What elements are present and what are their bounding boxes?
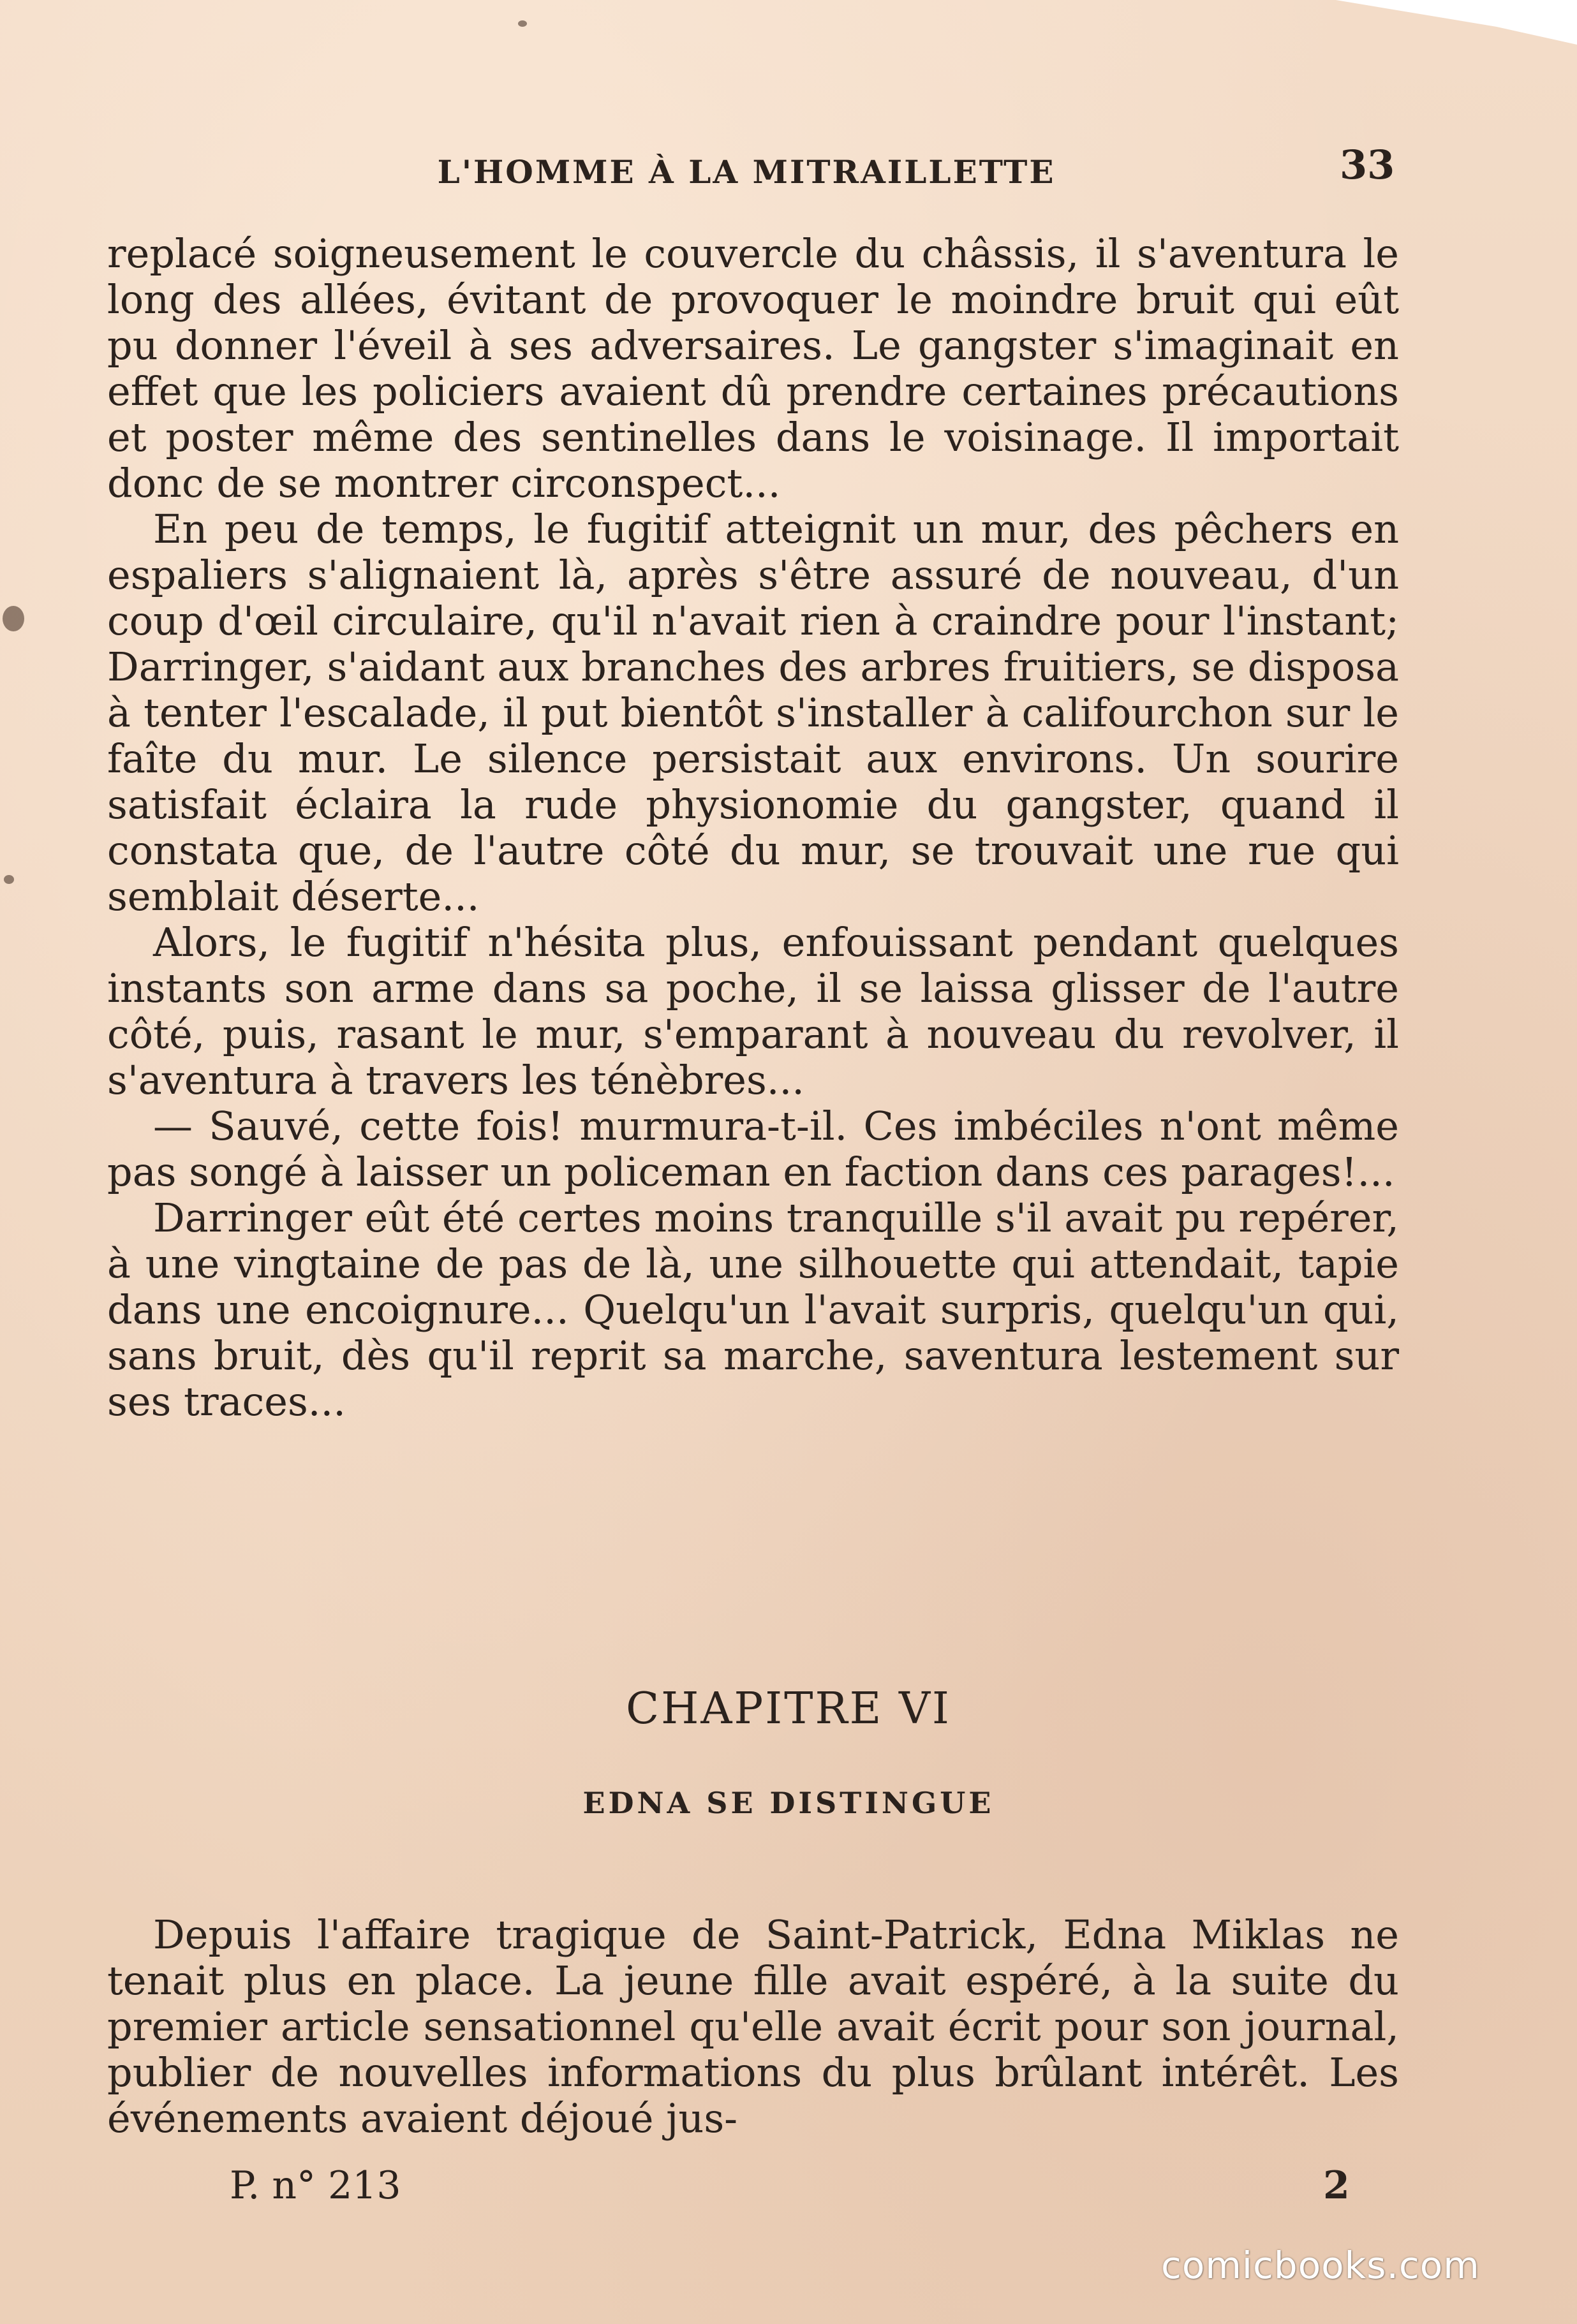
paragraph: En peu de temps, le fugitif atteignit un mur, des pêchers en espaliers s'alignaient là, après s'être assuré de nouveau, d'un coup d'œil circulaire, qu'il n'avait rien à craindre pour l'instant; Darringer, s'aidant aux branches des arbres fruitiers, se disposa à tenter l'escalade, il put bientôt s'installer à califourchon sur le faîte du mur. Le silence persistait aux environs. Un sourire satisfait éclaira la rude physionomie du gangster, quand il constata que, de l'autre côté du mur, se trouvait une rue qui semblait déserte... <box>107 506 1399 920</box>
body-text-section-2 <box>107 1912 1399 2142</box>
torn-corner <box>1309 0 1577 45</box>
body-text-section-1 <box>107 231 1399 1425</box>
ink-spot <box>4 875 14 884</box>
ink-spot <box>518 20 527 27</box>
paragraph: Depuis l'affaire tragique de Saint-Patrick, Edna Miklas ne tenait plus en place. La jeune fille avait espéré, à la suite du premier article sensationnel qu'elle avait écrit pour son journal, publier de nouvelles informations du plus brûlant intérêt. Les événements avaient déjoué jus- <box>107 1911 1399 2142</box>
paragraph: Alors, le fugitif n'hésita plus, enfouissant pendant quelques instants son arme dans sa poche, il se laissa glisser de l'autre côté, puis, rasant le mur, s'emparant à nouveau du revolver, il s'aventura à travers les ténèbres... <box>107 919 1399 1103</box>
paragraph: replacé soigneusement le couvercle du châssis, il s'aventura le long des allées, évitant de provoquer le moindre bruit qui eût pu donner l'éveil à ses adversaires. Le gangster s'imaginait en effet que les policiers avaient dû prendre certaines précautions et poster même des sentinelles dans le voisinage. Il importait donc de se montrer circonspect... <box>107 230 1399 506</box>
ink-spot <box>3 606 24 631</box>
running-title: L'HOMME À LA MITRAILLETTE <box>437 153 1056 191</box>
chapter-subtitle: EDNA SE DISTINGUE <box>582 1786 995 1820</box>
paragraph: — Sauvé, cette fois! murmura-t-il. Ces imbéciles n'ont même pas songé à laisser un policeman en faction dans ces parages!... <box>107 1103 1399 1195</box>
page-number: 33 <box>1340 142 1395 188</box>
watermark: comicbooks.com <box>1161 2244 1480 2287</box>
paragraph: Darringer eût été certes moins tranquille s'il avait pu repérer, à une vingtaine de pas de là, une silhouette qui attendait, tapie dans une encoignure... Quelqu'un l'avait surpris, quelqu'un qui, sans bruit, dès qu'il reprit sa marche, saventura lestement sur ses traces... <box>107 1195 1399 1425</box>
chapter-title: CHAPITRE VI <box>626 1684 951 1734</box>
signature-mark: P. n° 213 <box>230 2163 401 2208</box>
sheet-number: 2 <box>1323 2163 1350 2208</box>
